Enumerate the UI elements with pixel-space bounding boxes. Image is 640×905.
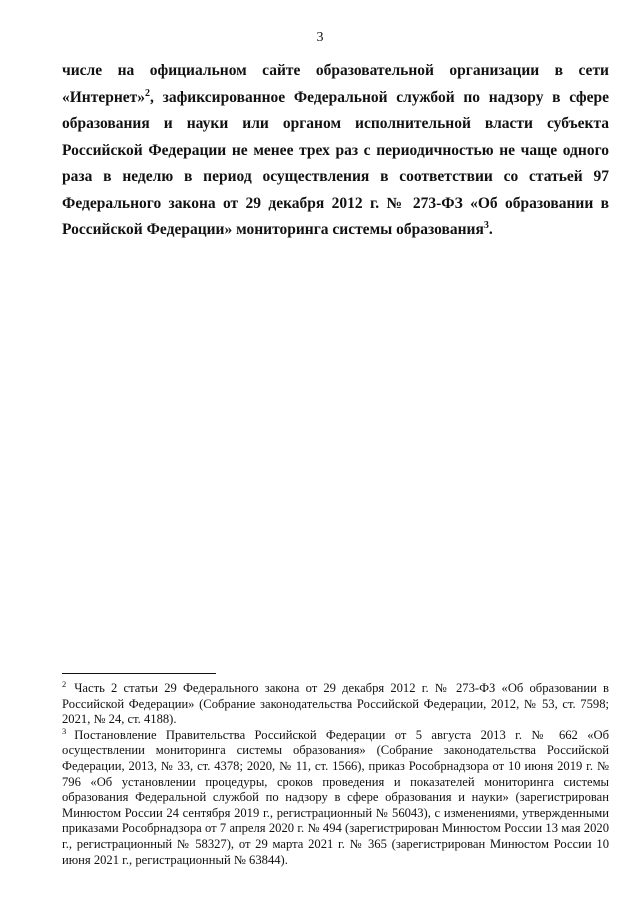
footnote-ref-2[interactable]: 2	[145, 87, 151, 99]
main-paragraph	[62, 58, 609, 244]
main-paragraph-part-3: .	[488, 221, 493, 238]
footnote-3	[62, 725, 609, 868]
main-paragraph-part-1: числе на официальном сайте образовательной организации в сети «Интернет»	[62, 62, 609, 106]
footnote-2-text: Часть 2 статьи 29 Федерального закона от 29 декабря 2012 г. № 273-ФЗ «Об образовании в Российской Федерации» (Собрание законодательства Российской Федерации, 2012, № 53, ст. 7598; 2021, № 24, ст. 4188).	[62, 681, 609, 727]
page-number: 3	[316, 30, 324, 45]
footnote-2	[62, 678, 609, 728]
footnotes-section	[62, 678, 609, 868]
main-paragraph-part-2: , зафиксированное Федеральной службой по надзору в сфере образования и науки или органом исполнительной власти субъекта Российской Федерации не менее трех раз с периодичностью не чаще одного раза в неделю в период осуществления в соответствии со статьей 97 Федерального закона от 29 декабря 2012 г. № 273-ФЗ «Об образовании в Российской Федерации» мониторинга системы образования	[62, 88, 609, 238]
footnote-3-mark: 3	[62, 725, 67, 736]
footnote-ref-3[interactable]: 3	[483, 219, 489, 231]
footnote-divider	[62, 673, 216, 674]
footnote-3-text: Постановление Правительства Российской Федерации от 5 августа 2013 г. № 662 «Об осуществлении мониторинга системы образования» (Собрание законодательства Российской Федерации, 2013, № 33, ст. 4378; 2020, № 11, ст. 1566), приказ Рособрнадзора от 10 июня 2019 г. № 796 «Об установлении процедуры, сроков проведения и показателей мониторинга системы образования Федеральной службой по надзору в сфере образования и науки» (зарегистрирован Минюстом России 24 сентября 2019 г., регистрационный № 56043), с изменениями, утвержденными приказами Рособрнадзора от 7 апреля 2020 г. № 494 (зарегистрирован Минюстом России 13 мая 2020 г., регистрационный № 58327), от 29 марта 2021 г. № 365 (зарегистрирован Минюстом России 10 июня 2021 г., регистрационный № 63844).	[62, 727, 609, 867]
footnote-2-mark: 2	[62, 678, 67, 689]
